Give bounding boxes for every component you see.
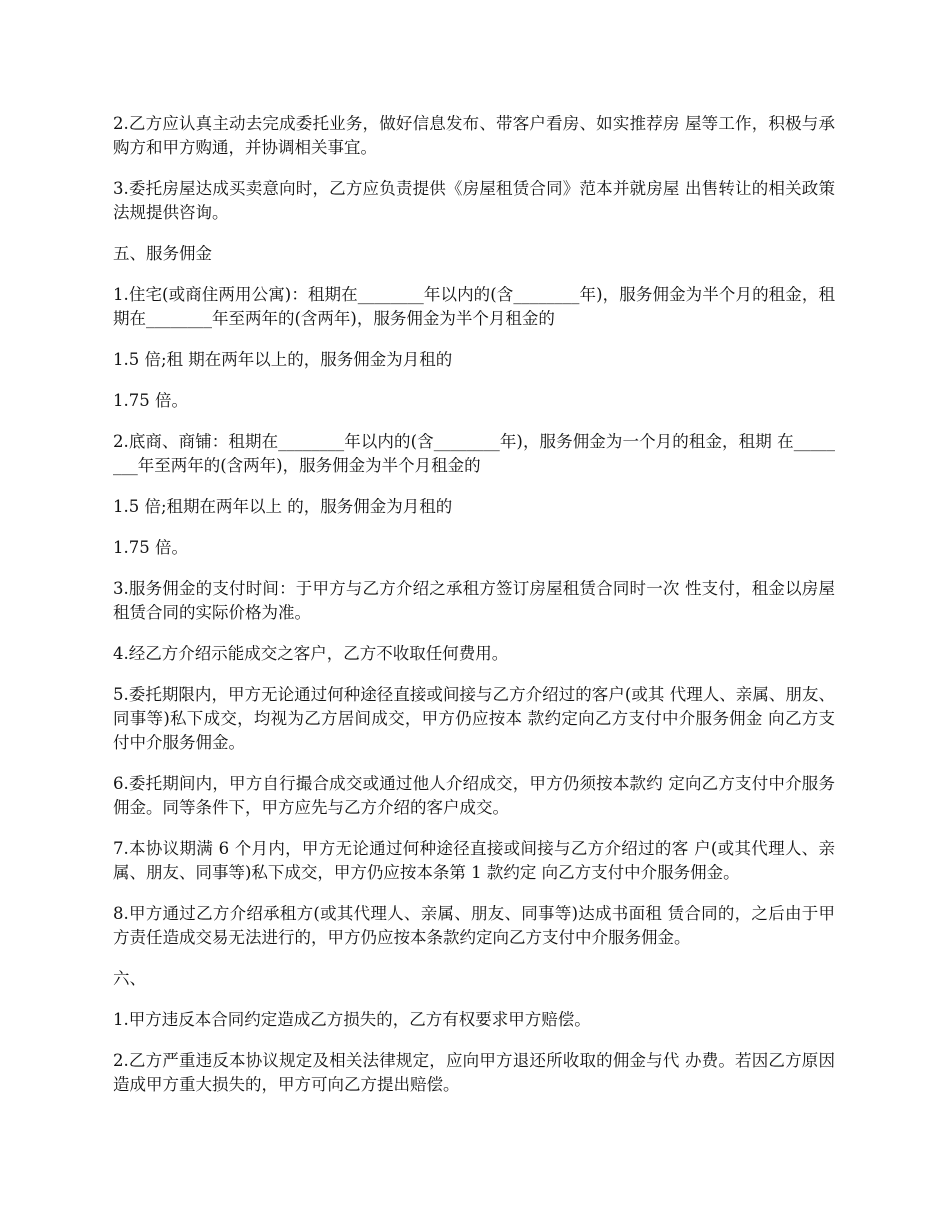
commission-payment-time: 3.服务佣金的支付时间：于甲方与乙方介绍之承租方签订房屋租赁合同时一次 性支付，租金以房屋租赁合同的实际价格为准。: [113, 579, 835, 622]
commission-commercial-multiplier-2: 1.75 倍。: [113, 538, 188, 557]
commission-residential: 1.住宅(或商住两用公寓)：租期在________年以内的(含________年)，服务佣金为半个月的租金，租期在________年至两年的(含两年)，服务佣金为半个月租金的: [113, 285, 835, 328]
section-heading-service-commission: 五、服务佣金: [113, 244, 212, 263]
private-deal-clause: 5.委托期限内，甲方无论通过何种途径直接或间接与乙方介绍过的客户(或其 代理人、亲属、朋友、同事等)私下成交，均视为乙方居间成交，甲方仍应按本 款约定向乙方支付中介服务佣金 向乙方支付中介服务佣金。: [113, 685, 835, 752]
no-fee-clause: 4.经乙方介绍示能成交之客户，乙方不收取任何费用。: [113, 644, 509, 663]
commission-commercial-multiplier-1: 1.5 倍;租期在两年以上 的，服务佣金为月租的: [113, 497, 453, 516]
section-heading-six: 六、: [113, 969, 146, 988]
commission-residential-multiplier-1: 1.5 倍;租 期在两年以上的，服务佣金为月租的: [113, 350, 453, 369]
commission-residential-multiplier-2: 1.75 倍。: [113, 391, 188, 410]
clause-3-contract-template: 3.委托房屋达成买卖意向时，乙方应负责提供《房屋租赁合同》范本并就房屋 出售转让的相关政策法规提供咨询。: [113, 179, 835, 222]
commission-commercial: 2.底商、商铺：租期在________年以内的(含________年)，服务佣金为一个月的租金，租期 在________年至两年的(含两年)，服务佣金为半个月租金的: [113, 432, 835, 475]
failed-transaction-clause: 8.甲方通过乙方介绍承租方(或其代理人、亲属、朋友、同事等)达成书面租 赁合同的，之后由于甲方责任造成交易无法进行的，甲方仍应按本条款约定向乙方支付中介服务佣金。: [113, 904, 835, 947]
post-expiry-clause: 7.本协议期满 6 个月内，甲方无论通过何种途径直接或间接与乙方介绍过的客 户(或其代理人、亲属、朋友、同事等)私下成交，甲方仍应按本条第 1 款约定 向乙方支付中介服务佣金。: [113, 839, 835, 882]
document-body: [113, 112, 835, 1114]
party-a-breach-clause: 1.甲方违反本合同约定造成乙方损失的，乙方有权要求甲方赔偿。: [113, 1010, 591, 1029]
clause-2-agent-duties: 2.乙方应认真主动去完成委托业务，做好信息发布、带客户看房、如实推荐房 屋等工作，积极与承购方和甲方购通，并协调相关事宜。: [113, 114, 835, 157]
party-b-breach-clause: 2.乙方严重违反本协议规定及相关法律规定，应向甲方退还所收取的佣金与代 办费。若因乙方原因造成甲方重大损失的，甲方可向乙方提出赔偿。: [113, 1051, 835, 1094]
self-arranged-deal-clause: 6.委托期间内，甲方自行撮合成交或通过他人介绍成交，甲方仍须按本款约 定向乙方支付中介服务佣金。同等条件下，甲方应先与乙方介绍的客户成交。: [113, 774, 835, 817]
